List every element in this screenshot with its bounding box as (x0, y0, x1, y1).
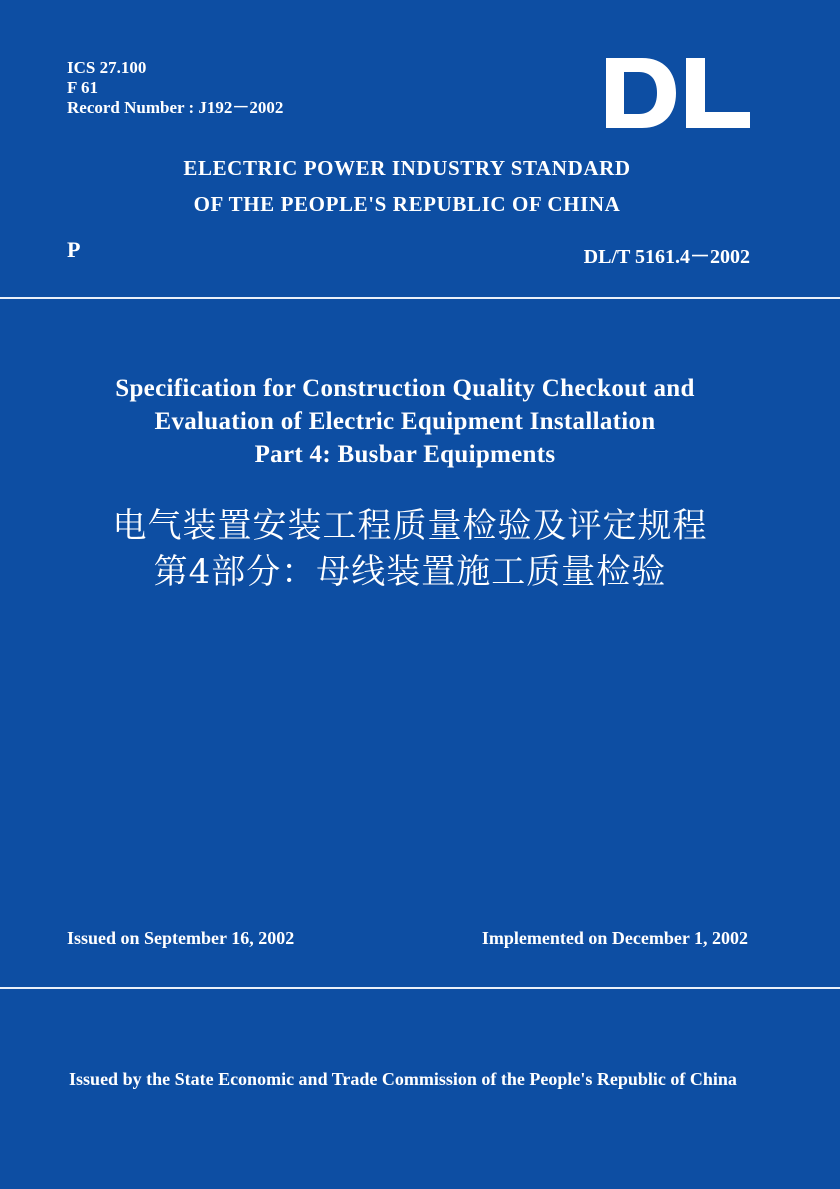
org-line-2: OF THE PEOPLE'S REPUBLIC OF CHINA (193, 192, 621, 216)
english-title-line-3: Part 4: Busbar Equipments (254, 441, 556, 468)
record-number: Record Number : J192－2002 (67, 98, 284, 117)
english-title (0, 372, 810, 471)
standard-number: DL/T 5161.4－2002 (583, 246, 750, 268)
english-title-line-1: Specification for Construction Quality Checkout and (115, 375, 695, 402)
implementation-date: Implemented on December 1, 2002 (481, 928, 748, 948)
chinese-title (0, 503, 820, 595)
chinese-title-line-1: 电气装置安装工程质量检验及评定规程 (112, 506, 708, 546)
issuer-statement: Issued by the State Economic and Trade Commission of the People's Republic of China (69, 1069, 737, 1089)
ccs-code: F 61 (67, 78, 99, 97)
standard-metadata (67, 58, 283, 118)
english-title-line-2: Evaluation of Electric Equipment Installation (154, 408, 656, 435)
issue-date: Issued on September 16, 2002 (67, 928, 295, 948)
org-line-1: ELECTRIC POWER INDUSTRY STANDARD (183, 156, 631, 180)
issuing-body-heading (0, 150, 814, 222)
ics-code: ICS 27.100 (67, 58, 147, 77)
classification-code: P (67, 237, 81, 262)
top-divider (0, 297, 840, 299)
bottom-divider (0, 987, 840, 989)
chinese-title-line-2: 第4部分：母线装置施工质量检验 (153, 552, 667, 592)
dl-logo (606, 58, 751, 128)
